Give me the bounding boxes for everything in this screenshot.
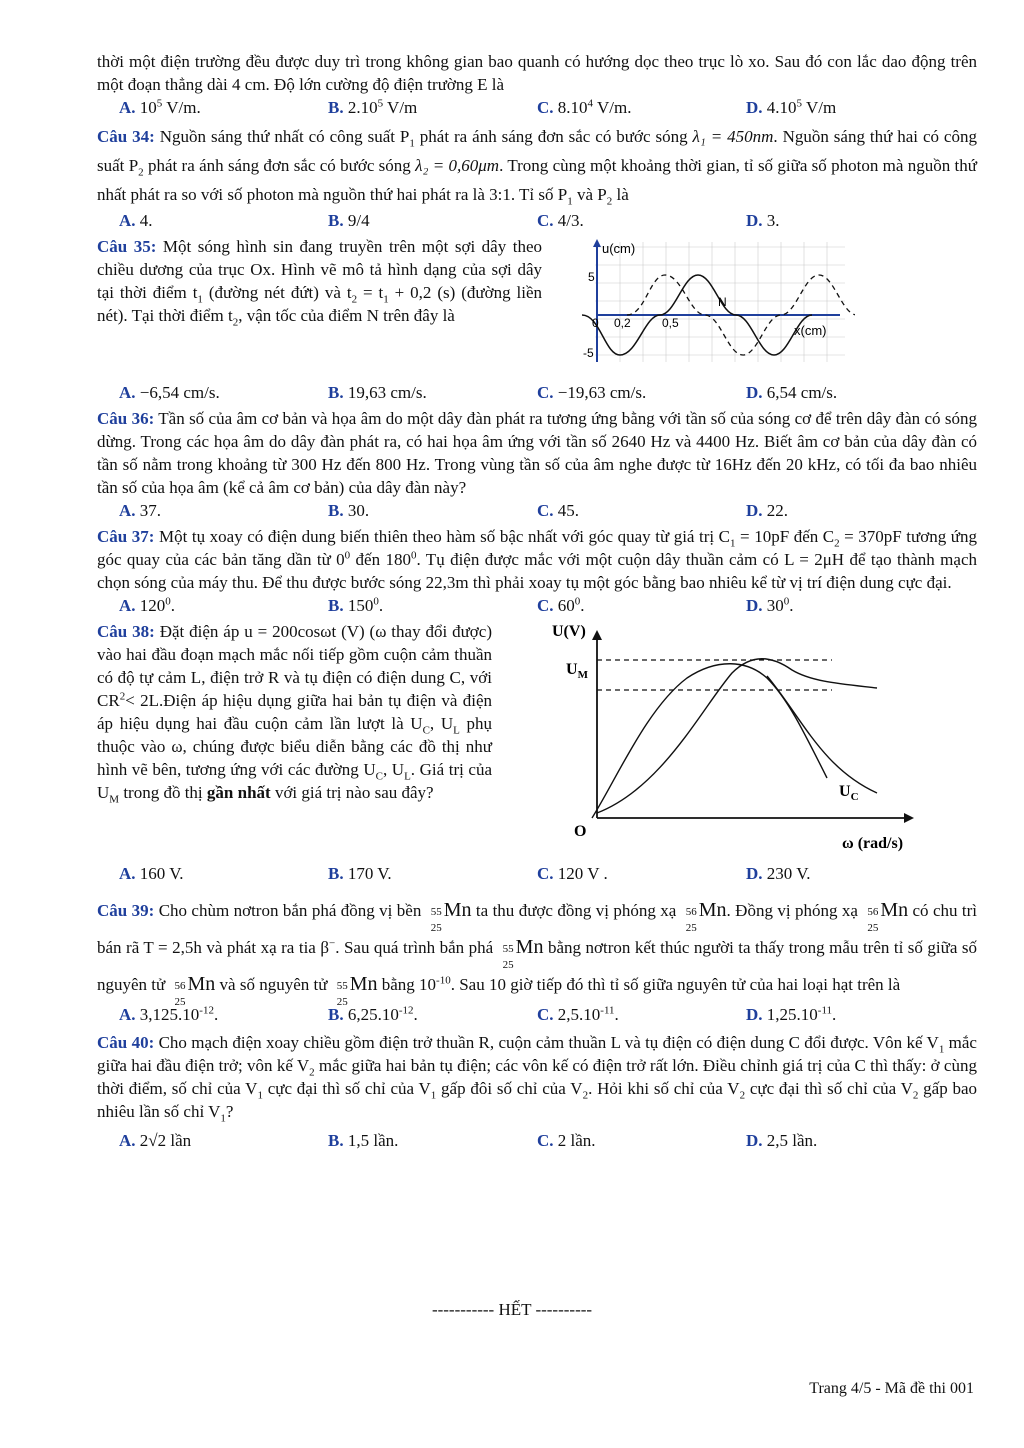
q33-options: [119, 96, 977, 120]
q34-option-c[interactable]: C. 4/3.: [537, 211, 584, 230]
uc-tail: [767, 676, 877, 793]
q37-option-a[interactable]: A. $120^0$.: [119, 595, 176, 615]
q35-options: [119, 381, 977, 405]
q35-option-d[interactable]: D. 6,54 cm/s.: [746, 383, 838, 402]
q36-option-b[interactable]: B. 30.: [328, 501, 370, 520]
page-number: Trang 4/5 - Mã đề thi 001: [809, 1380, 974, 1397]
wave-figure: [580, 237, 855, 372]
q40-option-c[interactable]: C. 2 lần.: [537, 1131, 596, 1150]
q40-option-d[interactable]: D. 2,5 lần.: [746, 1131, 818, 1150]
svg-text:x(cm): x(cm): [794, 323, 827, 338]
q38-block: [97, 620, 977, 862]
q36-options: [119, 499, 977, 523]
lambda2-formula: λ₂ = 0,60μm: [415, 156, 500, 175]
svg-text:ω (rad/s): ω (rad/s): [842, 835, 904, 852]
q35-option-a[interactable]: A. −6,54 cm/s.: [119, 383, 220, 402]
q33-option-d[interactable]: D. 4.10$^5$ V/m: [746, 97, 837, 117]
svg-text:-5: -5: [583, 346, 594, 360]
q40-option-a[interactable]: A. 2√2 lần: [119, 1131, 192, 1150]
q37-option-d[interactable]: D. $30^0$.: [746, 595, 794, 615]
q37-option-c[interactable]: C. $60^0$.: [537, 595, 585, 615]
q37-text: Câu 37: Một tụ xoay có điện dung biến thiên theo hàm số bậc nhất với góc quay từ giá trị $C_1 = 10pF$ đến $C_2 = 370pF$ tương ứng góc quay của các bản tăng dần từ $0^0$ đến $180^0$. Tụ điện được mắc với một cuộn dây thuần cảm có L = 2μH để tạo thành mạch chọn sóng của máy thu. Để thu được bước sóng 22,3m thì phải xoay tụ một góc bằng bao nhiêu kể từ vị trí điện dung cực đại.: [97, 527, 977, 592]
q40-option-b[interactable]: B. 1,5 lần.: [328, 1131, 399, 1150]
q38-options: [119, 862, 977, 886]
q39-options: [119, 1003, 977, 1027]
svg-text:0: 0: [592, 316, 599, 330]
q33-option-a[interactable]: A. $10^5$ V/m.: [119, 97, 201, 117]
q40-options: [119, 1129, 977, 1153]
svg-text:UC: $U_C$: [839, 783, 859, 803]
q39-text: Câu 39: Cho chùm nơtron bắn phá đồng vị bền 55 25 Mn ta thu được đồng vị phóng xạ 56 25 Mn. Đồng vị phóng xạ 56 25 Mn có chu trì bán rã T = 2,5h và phát xạ ra tia β−. Sau quá trình bắn phá 55 25 Mn bằng nơtron kết thúc người ta thấy trong mẫu trên tỉ số giữa số nguyên tử 56 25 Mn và số nguyên tử 55 25 Mn bằng $10^{-10}$. Sau 10 giờ tiếp đó thì tỉ số giữa nguyên tử của hai loại hạt trên là: [97, 899, 978, 1009]
svg-text:0,5: 0,5: [662, 316, 679, 330]
voltage-figure: [542, 618, 922, 858]
q35-option-c[interactable]: C. −19,63 cm/s.: [537, 383, 647, 402]
svg-text:U(V): U(V): [552, 623, 586, 640]
q33-option-b[interactable]: B. 2.10$^5$ V/m: [328, 97, 418, 117]
q38-option-b[interactable]: B. 170 V.: [328, 864, 392, 883]
svg-text:u(cm): u(cm): [602, 241, 636, 256]
svg-text:5: 5: [588, 270, 595, 284]
svg-text:N: N: [718, 295, 727, 309]
q39-option-a[interactable]: A. $3,125.10^{-12}$.: [119, 1004, 219, 1024]
q40-text: Câu 40: Cho mạch điện xoay chiều gồm điện trở thuần R, cuộn cảm thuần L và tụ điện có điện dung C đổi được. Vôn kế $V_1$ mắc giữa hai đầu điện trở; vôn kế $V_2$ mắc giữa hai bản tụ điện; các vôn kế có điện trở rất lớn. Điều chỉnh giá trị của C thì thấy: ở cùng thời điểm, số chỉ của $V_1$ cực đại thì số chỉ của $V_1$ gấp đôi số chỉ của $V_2$. Hỏi khi số chỉ của $V_2$ cực đại thì số chỉ của $V_2$ gấp bao nhiêu lần số chỉ $V_1$?: [97, 1033, 978, 1125]
q39-option-c[interactable]: C. $2,5.10^{-11}$.: [537, 1004, 619, 1024]
q35-text: Câu 35: Một sóng hình sin đang truyền trên một sợi dây theo chiều dương của trục Ox. Hình vẽ mô tả hình dạng của sợi dây tại thời điểm $t_1$ (đường nét đứt) và $t_2 = t_1 + 0,2$ (s) (đường liền nét). Tại thời điểm $t_2$, vận tốc của điểm N trên đây là: [97, 237, 542, 329]
q39-option-b[interactable]: B. $6,25.10^{-12}$.: [328, 1004, 418, 1024]
q39-option-d[interactable]: D. $1,25.10^{-11}$.: [746, 1004, 837, 1024]
q36-text: Câu 36: Tần số của âm cơ bản và họa âm do một dây đàn phát ra tương ứng bằng với tần số của sóng cơ để trên dây đàn có sóng dừng. Trong các họa âm do dây đàn phát ra, có hai họa âm ứng với tần số 2640 Hz và 4400 Hz. Biết âm cơ bản của dây đàn có tần số nằm trong khoảng từ 300 Hz đến 800 Hz. Trong vùng tần số của âm nghe được từ 16Hz đến 20 kHz, có tối đa bao nhiêu tần số của họa âm (kể cả âm cơ bản) của dây đàn này?: [97, 409, 977, 497]
q38-text: Câu 38: Đặt điện áp u = 200cosωt (V) (ω thay đổi được) vào hai đầu đoạn mạch mắc nối tiếp gồm cuộn cảm thuần có độ tự cảm L, điện trở R và tụ điện có điện dung C, với $CR^2<$ 2L.Điện áp hiệu dụng giữa hai bản tụ điện và điện áp hiệu dụng hai đầu cuộn cảm lần lượt là $U_C$, $U_L$ phụ thuộc vào ω, chúng được biểu diễn bằng các đồ thị như hình vẽ bên, tương ứng với các đường $U_C$, $U_L$. Giá trị của $U_M$ trong đồ thị gần nhất với giá trị nào sau đây?: [97, 622, 493, 806]
q37-option-b[interactable]: B. $150^0$.: [328, 595, 384, 615]
uc-curve: [592, 664, 827, 818]
q34-option-a[interactable]: A. 4.: [119, 211, 153, 230]
q38-option-c[interactable]: C. 120 V .: [537, 864, 608, 883]
q37-options: [119, 594, 977, 618]
q34-option-d[interactable]: D. 3.: [746, 211, 780, 230]
end-marker: ----------- HẾT ----------: [431, 1300, 593, 1319]
q33-option-c[interactable]: C. 8.10$^4$ V/m.: [537, 97, 632, 117]
exam-page: [97, 50, 977, 1153]
svg-text:UM: $U_M$: [566, 661, 588, 681]
q38-option-a[interactable]: A. 160 V.: [119, 864, 184, 883]
q35-block: [97, 235, 977, 381]
q33-text: thời một điện trường đều được duy trì trong không gian bao quanh có hướng dọc theo trục lò xo. Sau đó con lắc dao động trên một đoạn thẳng dài 4 cm. Độ lớn cường độ điện trường E là: [97, 52, 977, 94]
lambda1-formula: λ₁ = 450nm: [692, 127, 774, 146]
q34-option-b[interactable]: B. 9/4: [328, 211, 370, 230]
q36-option-d[interactable]: D. 22.: [746, 501, 789, 520]
q38-option-d[interactable]: D. 230 V.: [746, 864, 811, 883]
q34-options: [119, 209, 977, 233]
svg-text:0,2: 0,2: [614, 316, 631, 330]
q36-option-c[interactable]: C. 45.: [537, 501, 580, 520]
q35-option-b[interactable]: B. 19,63 cm/s.: [328, 383, 427, 402]
q34-text: Câu 34: Nguồn sáng thứ nhất có công suất $P_1$ phát ra ánh sáng đơn sắc có bước sóng λ₁ = 450nm. Nguồn sáng thứ hai có công suất $P_2$ phát ra ánh sáng đơn sắc có bước sóng λ₂ = 0,60μm. Trong cùng một khoảng thời gian, tỉ số giữa số photon mà nguồn thứ nhất phát ra so với số photon mà nguồn thứ hai phát ra là 3:1. Tỉ số $P_1$ và $P_2$ là: [97, 127, 977, 208]
q36-option-a[interactable]: A. 37.: [119, 501, 162, 520]
svg-text:O: O: [574, 823, 587, 840]
